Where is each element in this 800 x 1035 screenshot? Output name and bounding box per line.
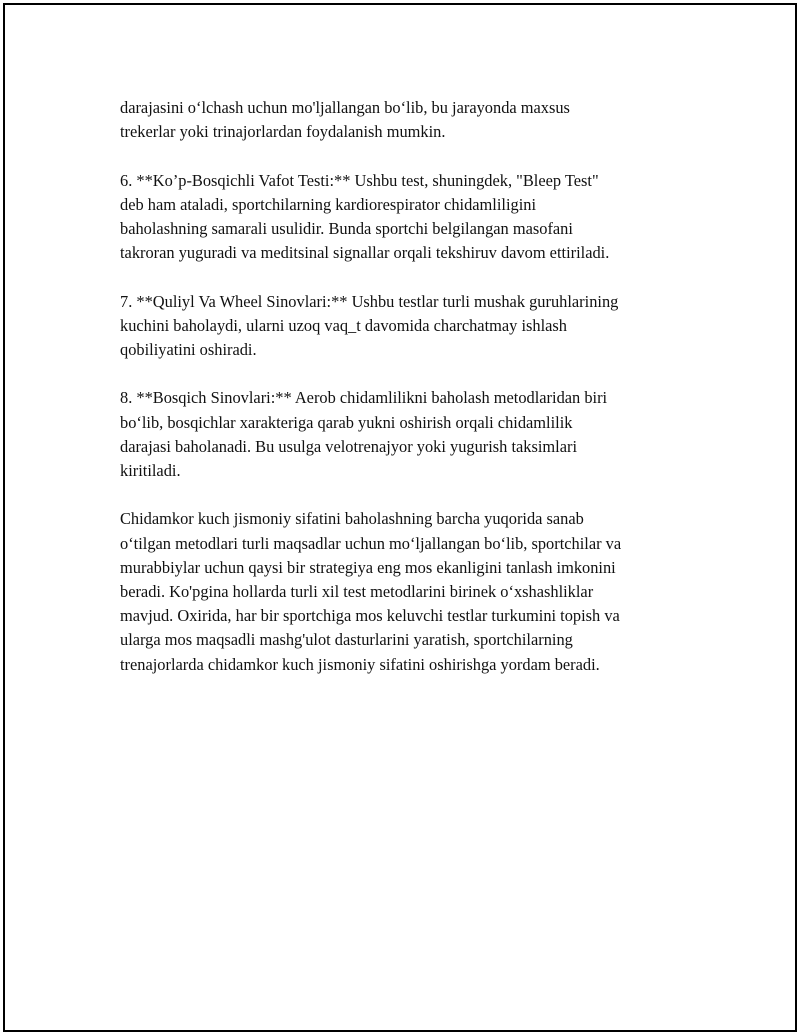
- paragraph-continuation: darajasini o‘lchash uchun mo'ljallangan bo‘lib, bu jarayonda maxsus trekerlar yoki trinajorlardan foydalanish mumkin.: [120, 98, 570, 142]
- paragraph-item-7: 7. **Quliyl Va Wheel Sinovlari:** Ushbu testlar turli mushak guruhlarining kuchini baholaydi, ularni uzoq vaq_t davomida charchatmay ishlash qobiliyatini oshiradi.: [120, 291, 619, 359]
- paragraph-item-6: 6. **Ko’p-Bosqichli Vafot Testi:** Ushbu test, shuningdek, "Bleep Test" deb ham ataladi, sportchilarning kardiorespirator chidamliligini baholashning samarali usulidir. Bunda sportchi belgilangan masofani takroran yuguradi va meditsinal signallar orqali tekshiruv davom ettiriladi.: [120, 170, 610, 263]
- document-page: [3, 3, 797, 1032]
- paragraph-conclusion: Chidamkor kuch jismoniy sifatini baholashning barcha yuqorida sanab o‘tilgan metodlari turli maqsadlar uchun mo‘ljallangan bo‘lib, sportchilar va murabbiylar uchun qaysi bir strategiya eng mos ekanligini tanlash imkonini beradi. Ko'pgina hollarda turli xil test metodlarini birinek o‘xshashliklar mavjud. Oxirida, har bir sportchiga mos keluvchi testlar turkumini topish va ularga mos maqsadli mashg'ulot dasturlarini yaratish, sportchilarning trenajorlarda chidamkor kuch jismoniy sifatini oshirishga yordam beradi.: [120, 509, 622, 674]
- document-body: [120, 96, 700, 701]
- paragraph-item-8: 8. **Bosqich Sinovlari:** Aerob chidamlilikni baholash metodlaridan biri bo‘lib, bosqichlar xarakteriga qarab yukni oshirish orqali chidamlilik darajasi baholanadi. Bu usulga velotrenajyor yoki yugurish taksimlari kiritiladi.: [120, 388, 608, 480]
